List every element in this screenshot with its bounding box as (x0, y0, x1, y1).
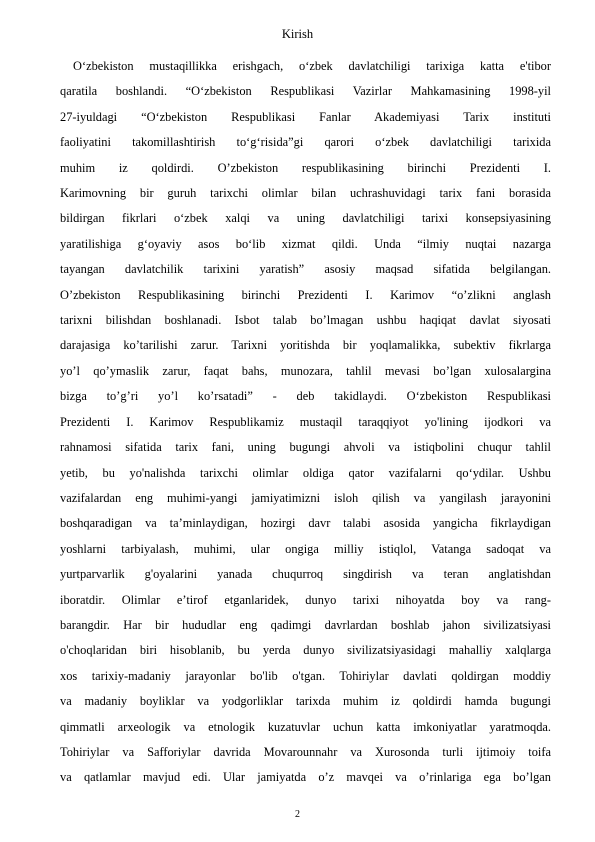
text-line: Karimovning bir guruh tarixchi olimlar bilan uchrashuvidagi tarix fani borasida (60, 186, 551, 201)
text-line: vazifalardan eng muhimi-yangi jamiyatimizni isloh qilish va yangilash jarayonini (60, 490, 551, 505)
text-line: barangdir. Har bir hududlar eng qadimgi davrlardan boshlab jahon sivilizatsiyasi (60, 617, 551, 632)
text-line: Prezidenti I. Karimov Respublikamiz mustaqil taraqqiyot yo'lining ijodkori va (60, 414, 551, 429)
text-line: 27-iyuldagi “O‘zbekiston Respublikasi Fanlar Akademiyasi Tarix instituti (60, 109, 551, 124)
page-number: 2 (295, 809, 300, 820)
text-line: va qatlamlar mavjud edi. Ular jamiyatda o’z mavqei va o’rinlariga ega bo’lgan (60, 770, 551, 785)
text-line: muhim iz qoldirdi. O’zbekiston respublikasining birinchi Prezidenti I. (60, 160, 551, 175)
text-line: yurtparvarlik g'oyalarini yanada chuqurroq singdirish va teran anglatishdan (60, 567, 551, 582)
text-line: bildirgan fikrlari o‘zbek xalqi va uning davlatchiligi tarixi konsepsiyasining (60, 211, 551, 226)
text-line: o'choqlaridan biri hisoblanib, bu yerda dunyo sivilizatsiyasidagi mahalliy xalqlarga (60, 643, 551, 658)
text-line: yoshlarni tarbiyalash, muhimi, ular ongiga milliy istiqlol, Vatanga sadoqat va (60, 541, 551, 556)
text-line: tarixni bilishdan boshlanadi. Isbot talab bo’lmagan ushbu haqiqat davlat siyosati (60, 313, 551, 328)
text-line: O’zbekiston Respublikasining birinchi Prezidenti I. Karimov “o’zlikni anglash (60, 287, 551, 302)
text-line: xos tarixiy-madaniy jarayonlar bo'lib o'tgan. Tohiriylar davlati qoldirgan moddiy (60, 668, 551, 683)
text-line: faoliyatini takomillashtirish to‘g‘risida”gi qarori o‘zbek davlatchiligi tarixida (60, 135, 551, 150)
text-line: darajasiga ko’tarilishi zarur. Tarixni yoritishda bir yoqlamalikka, subektiv fikrlarga (60, 338, 551, 353)
text-line: va madaniy boyliklar va yodgorliklar tarixda muhim iz qoldirdi hamda bugungi (60, 694, 551, 709)
text-line: bizga to’g’ri yo’l ko’rsatadi” - deb takidlaydi. O‘zbekiston Respublikasi (60, 389, 551, 404)
text-line: qimmatli arxeologik va etnologik kuzatuvlar uchun katta imkoniyatlar yaratmoqda. (60, 719, 551, 734)
text-line: yo’l qo’ymaslik zarur, faqat bahs, munozara, tahlil mevasi bo’lgan xulosalargina (60, 363, 551, 378)
text-line: iboratdir. Olimlar e’tirof etganlaridek, dunyo tarixi nihoyatda boy va rang- (60, 592, 551, 607)
text-line: qaratila boshlandi. “O‘zbekiston Respublikasi Vazirlar Mahkamasining 1998-yil (60, 84, 551, 99)
text-line: O‘zbekiston mustaqillikka erishgach, o‘zbek davlatchiligi tarixiga katta e'tibor (73, 59, 551, 73)
text-line: yaratilishiga g‘oyaviy asos bo‘lib xizmat qildi. Unda “ilmiy nuqtai nazarga (60, 236, 551, 251)
text-line: boshqaradigan va ta’minlaydigan, hozirgi davr talabi asosida yangicha fikrlaydigan (60, 516, 551, 531)
text-line: Tohiriylar va Safforiylar davrida Movarounnahr va Xurosonda turli ijtimoiy toifa (60, 744, 551, 759)
body-paragraph (60, 54, 551, 791)
section-heading: Kirish (281, 27, 314, 41)
text-line: rahnamosi sifatida tarix fani, uning bugungi ahvoli va istiqbolini chuqur tahlil (60, 440, 551, 455)
text-line: tayangan davlatchilik tarixini yaratish” asosiy maqsad sifatida belgilangan. (60, 262, 551, 277)
text-line: yetib, bu yo'nalishda tarixchi olimlar oldiga qator vazifalarni qo‘ydilar. Ushbu (60, 465, 551, 480)
